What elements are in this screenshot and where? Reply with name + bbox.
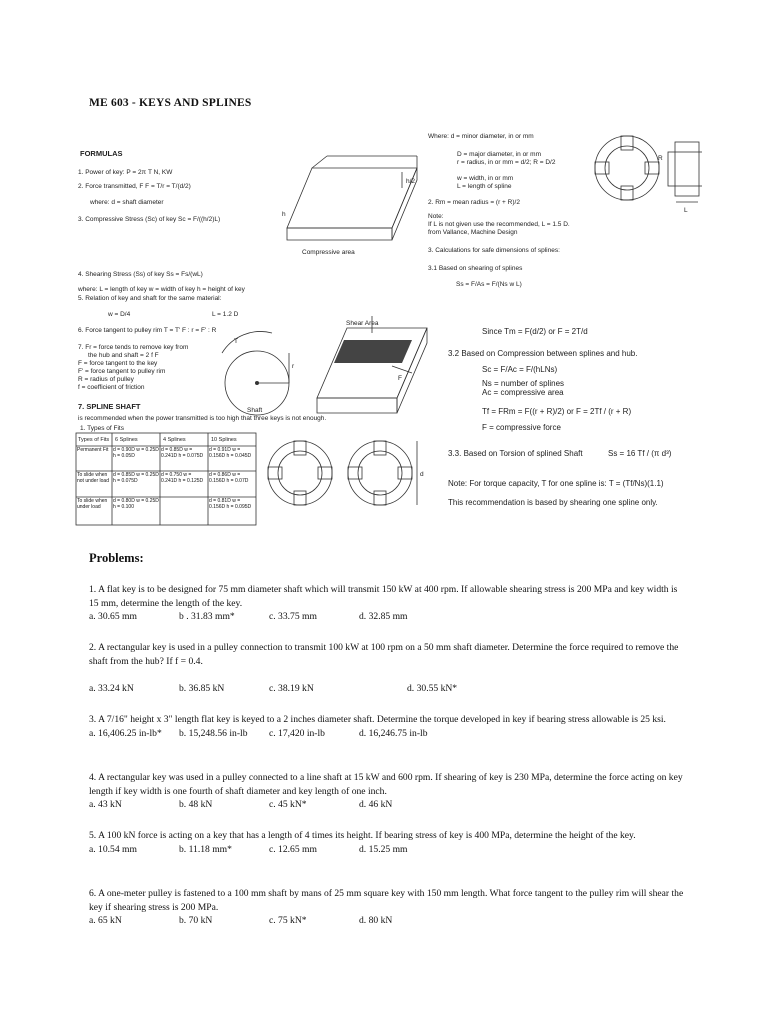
dim-d-label: d [420,471,424,478]
calc-33-eq: Ss = 16 Tf / (π d³) [608,449,672,458]
answer-choices [89,682,689,696]
choice-c: c. 75 kN* [269,915,307,926]
choice-b: b. 11.18 mm* [179,843,232,855]
document-title: ME 603 - KEYS AND SPLINES [89,97,252,109]
table-cell: To slide when under load [77,498,108,510]
formulas-heading: FORMULAS [80,149,123,158]
since-eq: Since Tm = F(d/2) or F = 2T/d [482,327,588,336]
answer-choices [89,610,689,624]
recommendation: This recommendation is based by shearing one spline only. [448,498,658,507]
problem-3 [89,713,689,740]
choice-b: b. 15,248.56 in-lb [179,727,248,739]
table-cell: d = 0.750 w = 0.241D h = 0.125D [161,472,204,484]
problem-text: 2. A rectangular key is used in a pulley connection to transmit 100 kW at 100 rpm on a 50 mm shaft diameter. Determine the force required to remove the shaft from the hub? If f = 0.4. [89,642,679,667]
calc-32: 3.2 Based on Compression between splines and hub. [448,349,638,358]
answer-choices [89,727,689,741]
problem-6 [89,887,689,928]
choice-c: c. 38.19 kN [269,683,314,694]
table-cell: To slide when not under load [77,472,109,484]
choice-c: c. 33.75 mm [269,611,317,622]
table-header-6-splines: 6 Splines [115,437,138,443]
choice-c: c. 45 kN* [269,799,307,810]
table-cell: d = 0.81D w = 0.156D h = 0.095D [209,498,252,510]
problem-text: 3. A 7/16" height x 3" length flat key is keyed to a 2 inches diameter shaft. Determine the torque developed in key if bearing stress allowable is 25 ksi. [89,714,666,725]
formula-force: 2. Force transmitted, F F = T/r = T/(d/2) [78,183,191,190]
ns-def: Ns = number of splines [482,379,565,388]
table-header-10-splines: 10 Splines [211,437,237,443]
formula-tangent: 6. Force tangent to pulley rim T = T' F : r = F' : R [78,327,217,334]
shear-area-diagram [317,316,427,413]
formula-shearing-where: where: L = length of key w = width of key h = height of key [78,286,245,293]
choice-d: d. 16,246.75 in-lb [359,727,428,739]
formula-power: 1. Power of key: P = 2π T N, KW [78,169,173,176]
spline-heading: 7. SPLINE SHAFT [78,402,141,411]
problem-text: 5. A 100 kN force is acting on a key that has a length of 4 times its height. If bearing stress of key is 400 MPa, determine the height of the key. [89,830,636,841]
problem-text: 4. A rectangular key was used in a pulley connected to a line shaft at 15 kW and 600 rpm. If shearing of key is 230 MPa, determine the force acting on key length if key width is one fourth of shaft diameter and key length of one inch. [89,772,683,797]
where-L: L = length of spline [457,183,512,190]
problem-2 [89,641,689,696]
ac-def: Ac = compressive area [482,388,564,397]
note-line-3: from Vallance, Machine Design [428,229,518,236]
types-of-fits: 1. Types of Fits [80,425,124,432]
friction-line-5: R = radius of pulley [78,376,134,383]
choice-d: d. 46 kN [359,799,393,810]
choice-d: d. 80 kN [359,915,393,926]
spline-note: is recommended when the power transmitted is too high that three keys is not enough. [78,415,327,422]
f-label: F [398,375,402,382]
table-cell: d = 0.85D w = 0.25D h = 0.075D [113,472,159,484]
h2-label: h/2 [406,178,416,185]
answer-choices [89,798,689,812]
formula-shearing: 4. Shearing Stress (Ss) of key Ss = Fs/(wL) [78,271,203,278]
choice-d: d. 30.55 kN* [407,683,458,694]
calc-32-eq: Sc = F/Ac = F/(hLNs) [482,365,558,374]
choice-c: c. 12.65 mm [269,843,317,855]
table-cell: d = 0.91D w = 0.156D h = 0.045D [209,447,252,459]
choice-a: a. 65 kN [89,915,122,926]
note-label: Note: [428,213,444,220]
problems-heading: Problems: [89,551,144,565]
friction-line-4: F' = force tangent to pulley rim [78,368,166,375]
friction-line-6: f = coefficient of friction [78,384,145,391]
problem-5 [89,829,689,856]
choice-a: a. 30.65 mm [89,611,137,622]
table-header-types: Types of Fits [78,437,110,443]
friction-line-2: the hub and shaft = 2 f F [88,352,159,359]
choice-c: c. 17,420 in-lb [269,727,325,739]
problem-1 [89,583,689,624]
choice-a: a. 43 kN [89,799,122,810]
formula-relation-w: w = D/4 [108,311,131,318]
t-label: T [234,338,238,345]
calc-31-eq: Ss = F/As = F/(Ns w L) [456,281,522,288]
problem-4 [89,771,689,812]
shear-area-label: Shear Area [346,320,379,327]
friction-line-3: F = force tangent to the key [78,360,158,367]
choice-b: b. 36.85 kN [179,683,225,694]
dim-L-label: L [684,207,688,214]
choice-b: b. 48 kN [179,799,213,810]
calc-31: 3.1 Based on shearing of splines [428,265,523,272]
formula-compressive: 3. Compressive Stress (Sc) of key Sc = F/((h/2)L) [78,216,221,223]
friction-line-1: 7. Fr = force tends to remove key from [78,344,189,351]
key-box-diagram [282,156,417,256]
r-label: r [292,363,295,370]
note-line-2: If L is not given use the recommended, L = 1.5 D. [428,221,570,228]
where-d: Where: d = minor diameter, in or mm [428,133,534,140]
note-torque: Note: For torque capacity, T for one spline is: T = (Tf/Ns)(1.1) [448,479,664,488]
tf-eq: Tf = FRm = F((r + R)/2) or F = 2Tf / (r + R) [482,407,632,416]
calc-heading: 3. Calculations for safe dimensions of splines: [428,247,560,254]
table-header-4-splines: 4 Splines [163,437,186,443]
where-w: w = width, in or mm [457,175,514,182]
choice-b: b . 31.83 mm* [179,611,235,622]
formula-force-where: where: d = shaft diameter [90,199,164,206]
shaft-label: Shaft [247,407,263,414]
answer-choices [89,914,689,928]
choice-d: d. 32.85 mm [359,611,408,622]
problem-text: 6. A one-meter pulley is fastened to a 100 mm shaft by mans of 25 mm square key with 150 mm length. What force tangent to the pulley rim will shear the key if shearing stress is 200 MPa. [89,888,684,913]
formula-relation-l: L = 1.2 D [212,311,239,318]
pulley-diagram [222,331,295,415]
choice-d: d. 15.25 mm [359,843,408,855]
f-def: F = compressive force [482,423,561,432]
dim-R-label: R [658,155,663,162]
spline-cross-section-4 [348,441,424,505]
compressive-area-label: Compressive area [302,249,355,256]
where-D: D = major diameter, in or mm [457,151,541,158]
spline-hub-diagram [595,136,663,200]
answer-choices [89,843,689,857]
table-cell: Permanent Fit [77,447,109,453]
spline-side-diagram [668,142,702,214]
table-cell: d = 0.86D w = 0.156D h = 0.07D [209,472,249,484]
table-cell: d = 0.85D w = 0.241D h = 0.075D [161,447,204,459]
fits-table [76,433,256,525]
choice-a: a. 16,406.25 in-lb* [89,727,162,739]
choice-a: a. 10.54 mm [89,843,137,855]
formula-sheet [72,128,702,528]
h-label: h [282,211,286,218]
formula-relation: 5. Relation of key and shaft for the same material: [78,295,222,302]
table-cell: d = 0.80D w = 0.25D h = 0.100 [113,498,159,510]
spline-cross-section-6 [268,441,332,505]
where-r: r = radius, in or mm = d/2; R = D/2 [457,159,556,166]
choice-b: b. 70 kN [179,915,213,926]
choice-a: a. 33.24 kN [89,683,134,694]
calc-33: 3.3. Based on Torsion of splined Shaft [448,449,583,458]
table-cell: d = 0.90D w = 0.25D h = 0.05D [113,447,159,459]
mean-radius: 2. Rm = mean radius = (r + R)/2 [428,199,520,206]
problem-text: 1. A flat key is to be designed for 75 mm diameter shaft which will transmit 150 kW at 400 rpm. If allowable shearing stress is 200 MPa and key width is 15 mm, determine the length of the key. [89,584,678,609]
